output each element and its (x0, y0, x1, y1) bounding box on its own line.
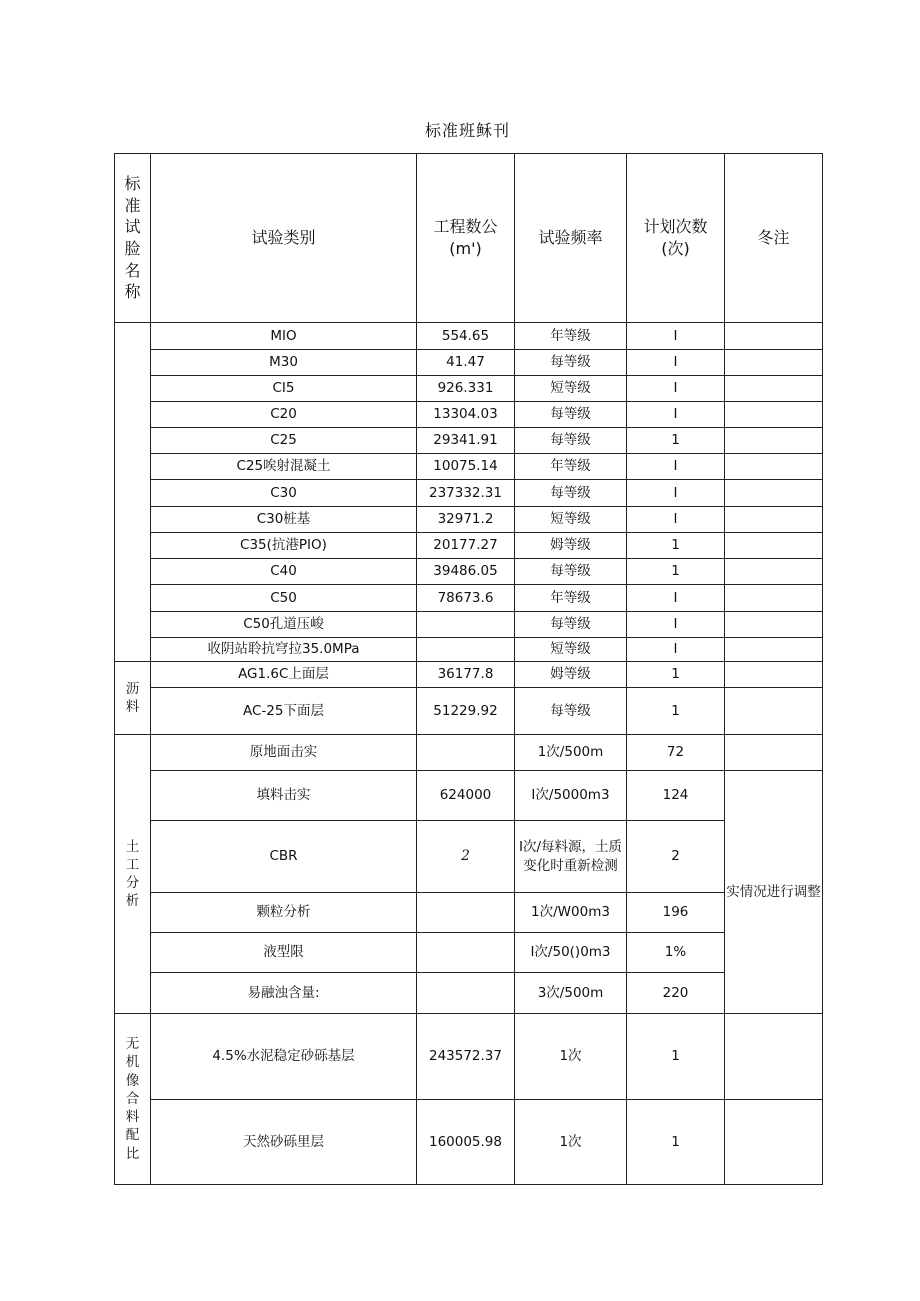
planned-count: 196 (627, 893, 725, 933)
remarks (725, 533, 823, 559)
quantity: 554.65 (417, 323, 515, 350)
remarks (725, 585, 823, 612)
remarks-adjust-note: 实情况进行调整 (725, 771, 823, 1014)
test-type: C25唉射混凝土 (151, 454, 417, 480)
test-type: C25 (151, 428, 417, 454)
quantity: 20177.27 (417, 533, 515, 559)
remarks (725, 402, 823, 428)
remarks (725, 559, 823, 585)
table-row (115, 559, 823, 585)
test-type: C50 (151, 585, 417, 612)
planned-count: 1 (627, 559, 725, 585)
frequency: 每等级 (515, 350, 627, 376)
table-row (115, 585, 823, 612)
test-type: C35(抗港PIO) (151, 533, 417, 559)
planned-count: I (627, 480, 725, 507)
quantity: 624000 (417, 771, 515, 821)
table-row (115, 933, 823, 973)
test-type: CBR (151, 821, 417, 893)
planned-count: 124 (627, 771, 725, 821)
table-row (115, 821, 823, 893)
table-row (115, 323, 823, 350)
planned-count: 1 (627, 688, 725, 735)
quantity (417, 893, 515, 933)
frequency: 姆等级 (515, 662, 627, 688)
quantity: 10075.14 (417, 454, 515, 480)
group-category-inorganic-mix: 无机像合料配比 (115, 1014, 151, 1185)
table-row (115, 662, 823, 688)
remarks (725, 735, 823, 771)
table-row (115, 533, 823, 559)
quantity (417, 638, 515, 662)
frequency: 年等级 (515, 454, 627, 480)
table-row (115, 454, 823, 480)
test-type: 易融浊含量: (151, 973, 417, 1014)
planned-count: I (627, 638, 725, 662)
table-row (115, 688, 823, 735)
table-row (115, 771, 823, 821)
quantity: 41.47 (417, 350, 515, 376)
frequency: I次/每料源，土质变化时重新检测 (515, 821, 627, 893)
standard-test-table (114, 153, 823, 1185)
header-quantity: 工程数公(m') (417, 154, 515, 323)
frequency: 年等级 (515, 323, 627, 350)
quantity: 36177.8 (417, 662, 515, 688)
remarks (725, 638, 823, 662)
planned-count: I (627, 454, 725, 480)
quantity: 926.331 (417, 376, 515, 402)
table-row (115, 893, 823, 933)
frequency: 每等级 (515, 480, 627, 507)
remarks (725, 507, 823, 533)
document-title: 标准班稣刊 (424, 121, 510, 140)
table-row (115, 402, 823, 428)
test-type: AC-25下面层 (151, 688, 417, 735)
frequency: 3次/500m (515, 973, 627, 1014)
planned-count: 1 (627, 428, 725, 454)
frequency: 短等级 (515, 507, 627, 533)
frequency: 每等级 (515, 688, 627, 735)
frequency: 每等级 (515, 402, 627, 428)
header-category: 标准试脸名称 (115, 154, 151, 323)
table-row (115, 507, 823, 533)
planned-count: 2 (627, 821, 725, 893)
planned-count: I (627, 323, 725, 350)
table-row (115, 612, 823, 638)
header-frequency: 试验频率 (515, 154, 627, 323)
planned-count: I (627, 612, 725, 638)
quantity: 39486.05 (417, 559, 515, 585)
frequency: 年等级 (515, 585, 627, 612)
quantity (417, 612, 515, 638)
remarks (725, 428, 823, 454)
quantity (417, 973, 515, 1014)
test-type: 填料击实 (151, 771, 417, 821)
header-planned-count: 计划次数(次) (627, 154, 725, 323)
frequency: 每等级 (515, 612, 627, 638)
test-type: 原地面击实 (151, 735, 417, 771)
quantity: 51229.92 (417, 688, 515, 735)
table-row (115, 350, 823, 376)
quantity: 237332.31 (417, 480, 515, 507)
quantity: 160005.98 (417, 1100, 515, 1185)
frequency: 每等级 (515, 559, 627, 585)
group-category-geotechnical: 土工分析 (115, 735, 151, 1014)
remarks (725, 480, 823, 507)
test-type: 天然砂砾里层 (151, 1100, 417, 1185)
planned-count: 1 (627, 662, 725, 688)
frequency: 短等级 (515, 376, 627, 402)
planned-count: I (627, 376, 725, 402)
group-category-concrete (115, 323, 151, 662)
header-remarks: 冬注 (725, 154, 823, 323)
planned-count: I (627, 585, 725, 612)
frequency: 每等级 (515, 428, 627, 454)
remarks (725, 688, 823, 735)
remarks (725, 1100, 823, 1185)
quantity: 78673.6 (417, 585, 515, 612)
header-test-type: 试验类别 (151, 154, 417, 323)
quantity: 2 (417, 821, 515, 893)
table-row (115, 1014, 823, 1100)
planned-count: 220 (627, 973, 725, 1014)
frequency: I次/5000m3 (515, 771, 627, 821)
test-type: AG1.6C上面层 (151, 662, 417, 688)
quantity: 32971.2 (417, 507, 515, 533)
test-type: MIO (151, 323, 417, 350)
table-row (115, 428, 823, 454)
test-type: C30桩基 (151, 507, 417, 533)
table-row (115, 1100, 823, 1185)
quantity: 13304.03 (417, 402, 515, 428)
test-type: CI5 (151, 376, 417, 402)
test-type: C30 (151, 480, 417, 507)
frequency: 1次/500m (515, 735, 627, 771)
remarks (725, 612, 823, 638)
table-row (115, 735, 823, 771)
table-row (115, 480, 823, 507)
planned-count: I (627, 350, 725, 376)
test-type: C20 (151, 402, 417, 428)
test-type: C40 (151, 559, 417, 585)
remarks (725, 323, 823, 350)
frequency: 1次 (515, 1100, 627, 1185)
test-type: 4.5%水泥稳定砂砾基层 (151, 1014, 417, 1100)
frequency: 1次 (515, 1014, 627, 1100)
remarks (725, 454, 823, 480)
test-type: 收阴站聆抗穹拉35.0MPa (151, 638, 417, 662)
quantity: 243572.37 (417, 1014, 515, 1100)
table-row (115, 638, 823, 662)
table-row (115, 376, 823, 402)
test-type: C50孔道压峻 (151, 612, 417, 638)
planned-count: 1% (627, 933, 725, 973)
quantity: 29341.91 (417, 428, 515, 454)
quantity (417, 933, 515, 973)
frequency: 1次/W00m3 (515, 893, 627, 933)
group-category-asphalt: 沥料 (115, 662, 151, 735)
frequency: 短等级 (515, 638, 627, 662)
header-row (115, 154, 823, 323)
test-type: 颗粒分析 (151, 893, 417, 933)
quantity (417, 735, 515, 771)
remarks (725, 1014, 823, 1100)
planned-count: 1 (627, 533, 725, 559)
frequency: I次/50()0m3 (515, 933, 627, 973)
table-row (115, 973, 823, 1014)
test-type: M30 (151, 350, 417, 376)
planned-count: 1 (627, 1014, 725, 1100)
test-type: 液型限 (151, 933, 417, 973)
planned-count: I (627, 402, 725, 428)
planned-count: I (627, 507, 725, 533)
remarks (725, 350, 823, 376)
remarks (725, 662, 823, 688)
remarks (725, 376, 823, 402)
planned-count: 1 (627, 1100, 725, 1185)
planned-count: 72 (627, 735, 725, 771)
frequency: 姆等级 (515, 533, 627, 559)
